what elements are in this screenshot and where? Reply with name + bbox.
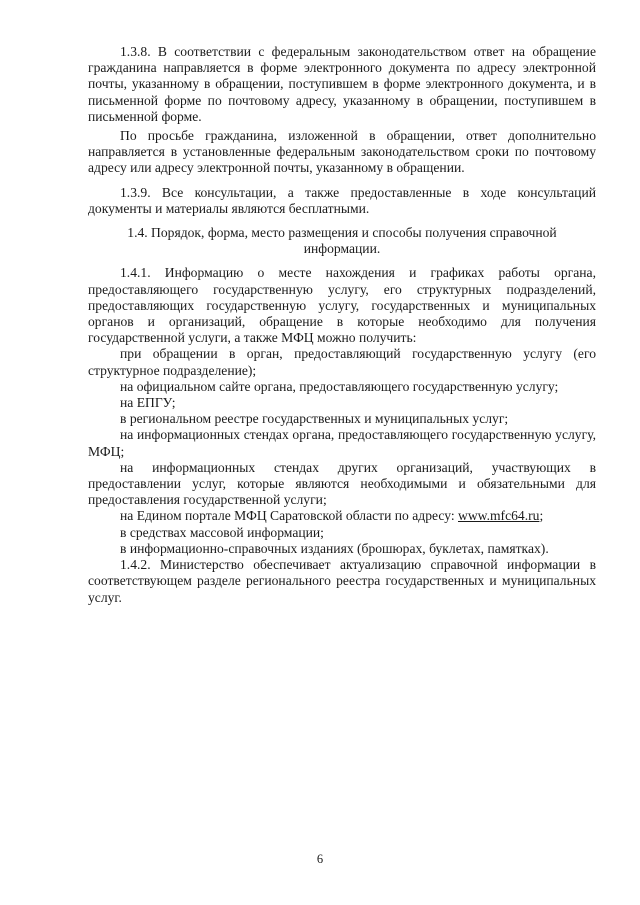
- list-item: на информационных стендах других организаций, участвующих в предоставлении услуг, которые являются необходимыми и обязательными для предоставления государственной услуги;: [88, 459, 596, 508]
- paragraph-1-4-2: 1.4.2. Министерство обеспечивает актуализацию справочной информации в соответствующем разделе регионального реестра государственных и муниципальных услуг.: [88, 557, 596, 605]
- portal-suffix: ;: [539, 508, 544, 524]
- list-item: на ЕПГУ;: [120, 395, 176, 411]
- mfc-portal-link[interactable]: www.mfc64.ru: [458, 508, 540, 524]
- paragraph-request: По просьбе гражданина, изложенной в обращении, ответ дополнительно направляется в установленные федеральным законодательством сроки по почтовому адресу или адресу электронной почты, указанному в обращении.: [88, 128, 596, 176]
- document-page: [88, 44, 596, 606]
- portal-prefix: на Едином портале МФЦ Саратовской области по адресу:: [120, 508, 459, 524]
- list-item: в региональном реестре государственных и муниципальных услуг;: [120, 411, 509, 427]
- section-heading-1-4: 1.4. Порядок, форма, место размещения и способы получения справочной информации.: [127, 225, 557, 257]
- list-item: на официальном сайте органа, предоставляющего государственную услугу;: [120, 378, 559, 394]
- paragraph-1-4-1: 1.4.1. Информацию о месте нахождения и графиках работы органа, предоставляющего государственную услугу, его структурных подразделений, предоставляющих государственную услугу, государственных и муниципальных органов и организаций, обращение в которые необходимо для получения государственной услуги, а также МФЦ можно получить:: [88, 265, 596, 346]
- paragraph-1-3-8: 1.3.8. В соответствии с федеральным законодательством ответ на обращение гражданина направляется в форме электронного документа по адресу электронной почты, указанному в обращении, поступившем в форме электронного документа, и в письменной форме по почтовому адресу, указанному в обращении, поступившем в письменной форме.: [88, 44, 596, 124]
- list-item-portal: [88, 508, 596, 524]
- paragraph-1-3-9: 1.3.9. Все консультации, а также предоставленные в ходе консультаций документы и материалы являются бесплатными.: [88, 184, 596, 216]
- page-number: 6: [316, 852, 324, 866]
- list-item: в средствах массовой информации;: [120, 524, 324, 540]
- list-item: при обращении в орган, предоставляющий государственную услугу (его структурное подразделение);: [88, 346, 596, 378]
- list-item: в информационно-справочных изданиях (брошюрах, буклетах, памятках).: [120, 540, 549, 556]
- list-item: на информационных стендах органа, предоставляющего государственную услугу, МФЦ;: [88, 427, 596, 459]
